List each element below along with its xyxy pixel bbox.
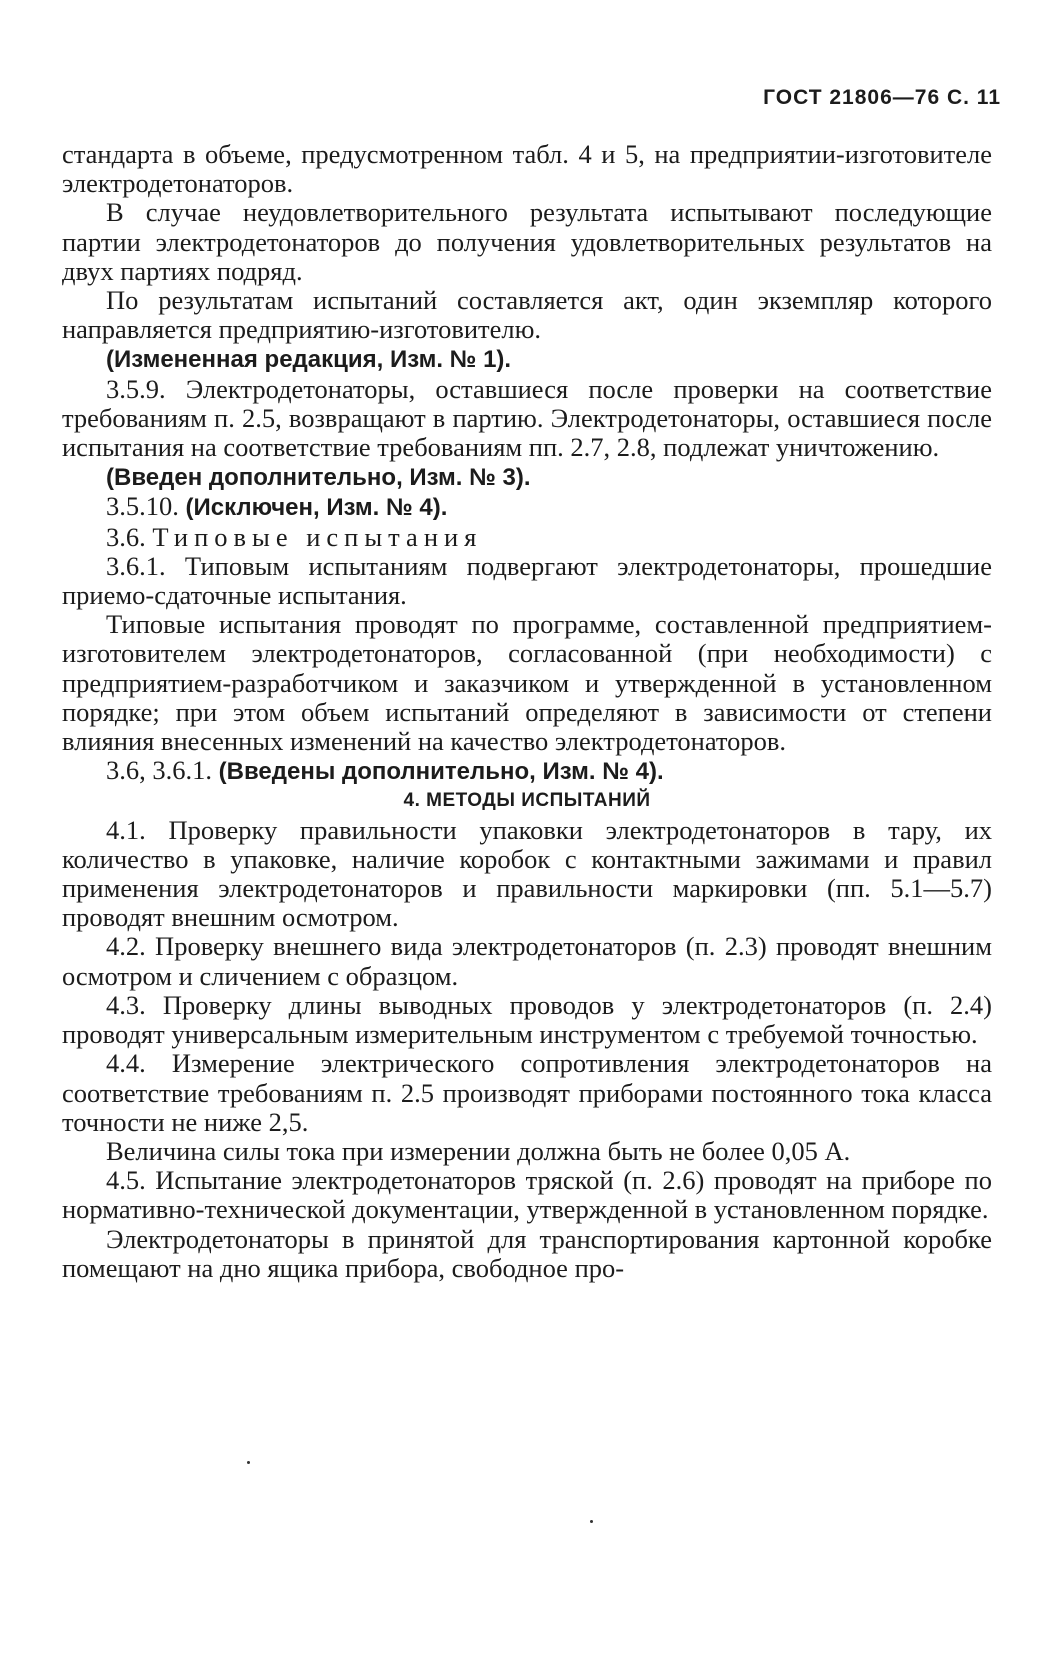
amendment-note-text: (Введен дополнительно, Изм. № 3).	[106, 464, 531, 492]
paragraph-box-placement: Электродетонаторы в принятой для транспортирования картонной коробке помещают на дно ящика прибора, свободное про-	[62, 1223, 992, 1283]
clause-4-4: 4.4. Измерение электрического сопротивления электродетонаторов на соответствие требованиям п. 2.5 производят приборами постоянного тока класса точности не ниже 2,5.	[62, 1048, 992, 1137]
scan-speck	[590, 1520, 593, 1523]
paragraph-continuation: стандарта в объеме, предусмотренном табл. 4 и 5, на предприятии-изготовителе электродетонаторов.	[62, 139, 992, 199]
clause-number: 3.6, 3.6.1.	[106, 755, 212, 786]
clause-3-6	[62, 523, 992, 552]
amendment-note-text: (Измененная редакция, Изм. № 1).	[106, 346, 512, 374]
clause-number: 3.5.10.	[106, 491, 179, 522]
clause-4-5: 4.5. Испытание электродетонаторов тряской (п. 2.6) проводят на приборе по нормативно-технической документации, утвержденной в установленном порядке.	[62, 1165, 992, 1225]
clause-4-2: 4.2. Проверку внешнего вида электродетонаторов (п. 2.3) проводят внешним осмотром и сличением с образцом.	[62, 931, 992, 991]
amendment-note-text: (Введены дополнительно, Изм. № 4).	[218, 758, 664, 786]
clause-4-3: 4.3. Проверку длины выводных проводов у электродетонаторов (п. 2.4) проводят универсальным измерительным инструментом с требуемой точностью.	[62, 989, 992, 1050]
amendment-note-3	[62, 462, 992, 492]
running-header: ГОСТ 21806—76 С. 11	[763, 86, 1001, 109]
section-title: 4. МЕТОДЫ ИСПЫТАНИЙ	[403, 790, 651, 812]
clause-3-5-10	[62, 492, 992, 522]
clause-3-6-1: 3.6.1. Типовым испытаниям подвергают электродетонаторы, прошедшие приемо-сдаточные испытания.	[62, 550, 992, 611]
clause-heading: Типовые испытания	[152, 521, 483, 552]
document-body	[62, 140, 992, 1283]
paragraph-unsatisfactory-result: В случае неудовлетворительного результата испытывают последующие партии электродетонаторов до получения удовлетворительных результатов на двух партиях подряд.	[62, 197, 992, 286]
paragraph-current-limit: Величина силы тока при измерении должна быть не более 0,05 А.	[106, 1135, 851, 1166]
clause-number: 3.6.	[106, 521, 146, 552]
clause-3-5-9: 3.5.9. Электродетонаторы, оставшиеся после проверки на соответствие требованиям п. 2.5, возвращают в партию. Электродетонаторы, оставшиеся после испытания на соответствие требованиям пп. 2.7, 2.8, подлежат уничтожению.	[62, 373, 992, 463]
amendment-note-4	[62, 756, 992, 786]
paragraph-type-tests: Типовые испытания проводят по программе, составленной предприятием-изготовителем электродетонаторов, согласованной (при необходимости) с предприятием-разработчиком и заказчиком и утвержденной в установленном порядке; при этом объем испытаний определяют в зависимости от степени влияния внесенных изменений на качество электродетонаторов.	[62, 609, 992, 757]
clause-4-1: 4.1. Проверку правильности упаковки электродетонаторов в тару, их количество в упаковке, наличие коробок с контактными зажимами и правил применения электродетонаторов и правильности маркировки (пп. 5.1—5.7) проводят внешним осмотром.	[62, 814, 992, 933]
paragraph-test-act: По результатам испытаний составляется акт, один экземпляр которого направляется предприятию-изготовителю.	[62, 285, 992, 345]
scan-speck	[247, 1461, 250, 1464]
amendment-note-1	[62, 344, 992, 374]
amendment-note-text: (Исключен, Изм. № 4).	[185, 494, 448, 522]
